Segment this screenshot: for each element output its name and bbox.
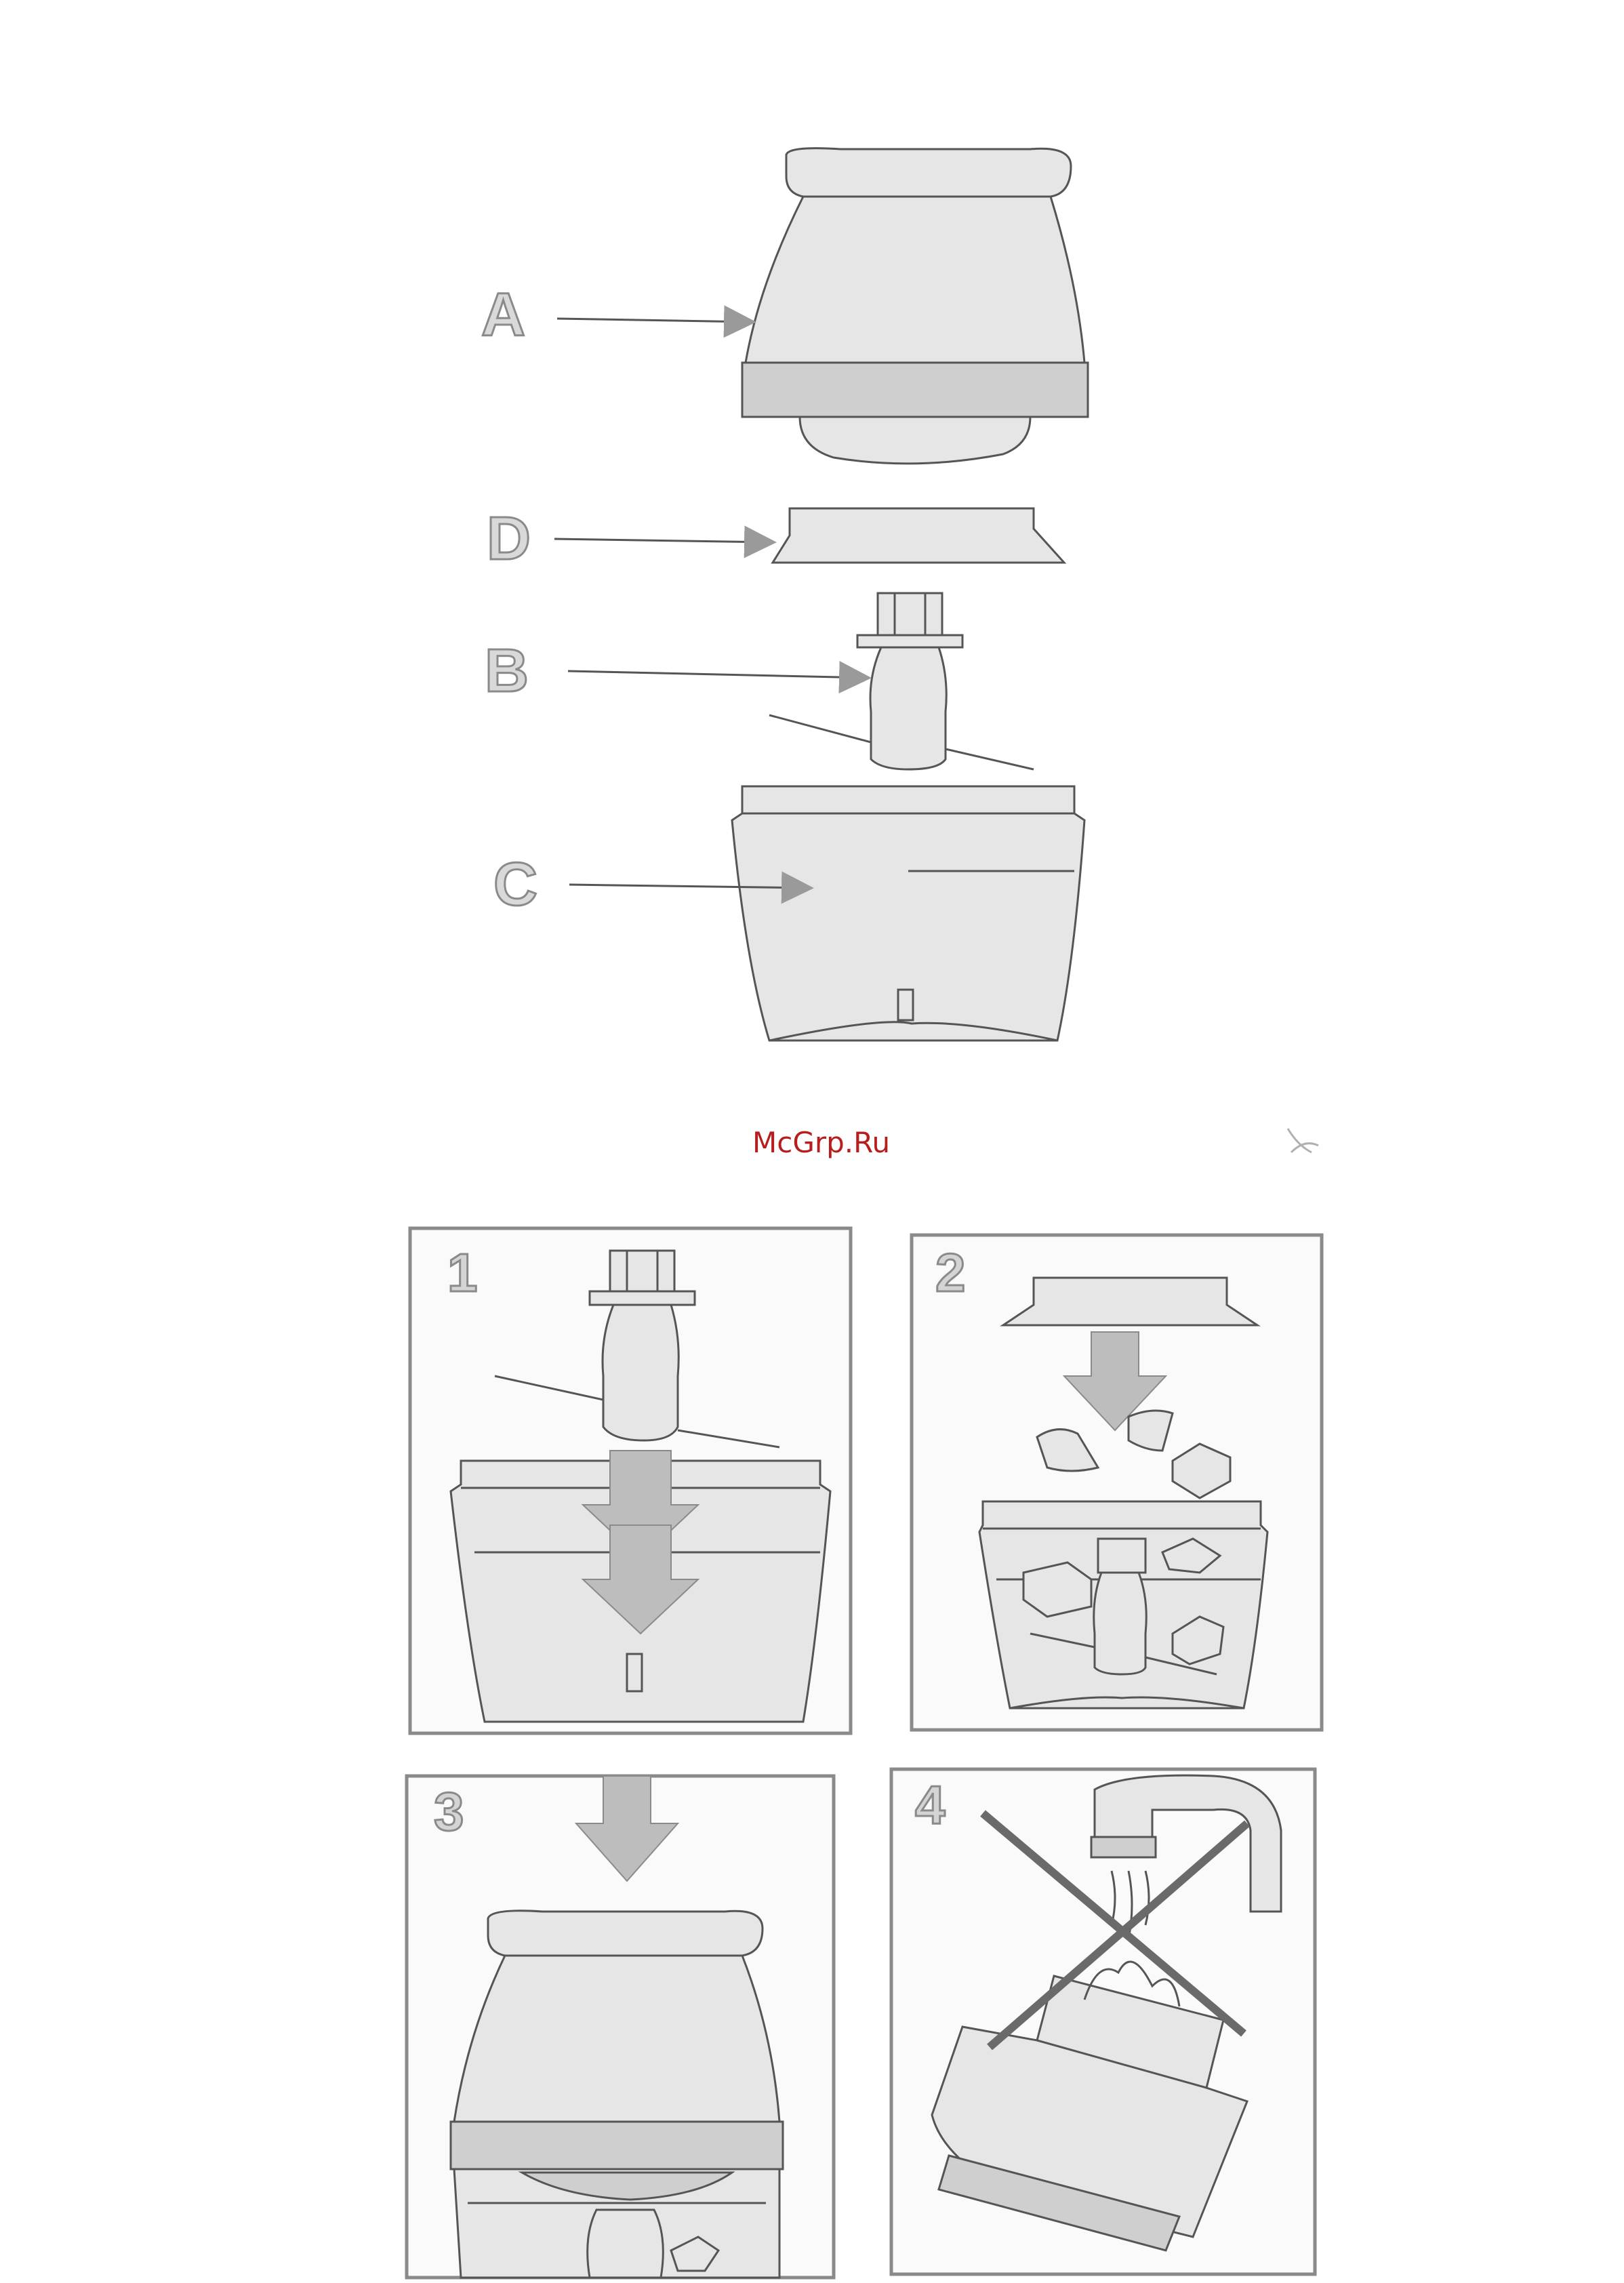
part-d-lid bbox=[773, 508, 1064, 563]
step-4-panel bbox=[891, 1769, 1315, 2274]
part-c-bowl bbox=[732, 786, 1084, 1041]
step-2-panel bbox=[912, 1235, 1322, 1730]
label-part-b: B bbox=[485, 637, 529, 705]
label-part-d: D bbox=[487, 505, 531, 573]
step-3-panel bbox=[407, 1776, 834, 2278]
label-part-c: C bbox=[493, 851, 537, 918]
arrow-part-a bbox=[557, 319, 752, 322]
arrow-part-d bbox=[554, 539, 773, 542]
label-part-a: A bbox=[481, 281, 525, 349]
step-1-number: 1 bbox=[447, 1242, 478, 1303]
step-4-number: 4 bbox=[915, 1775, 946, 1835]
step-3-number: 3 bbox=[434, 1781, 464, 1842]
watermark-text: McGrp.Ru bbox=[752, 1126, 891, 1159]
step-1-panel bbox=[410, 1228, 851, 1733]
step-2-number: 2 bbox=[935, 1242, 966, 1303]
part-a-motor-unit bbox=[742, 148, 1088, 464]
part-b-blade bbox=[769, 593, 1034, 769]
arrow-part-b bbox=[568, 671, 868, 678]
corner-mark-icon bbox=[1288, 1129, 1318, 1152]
